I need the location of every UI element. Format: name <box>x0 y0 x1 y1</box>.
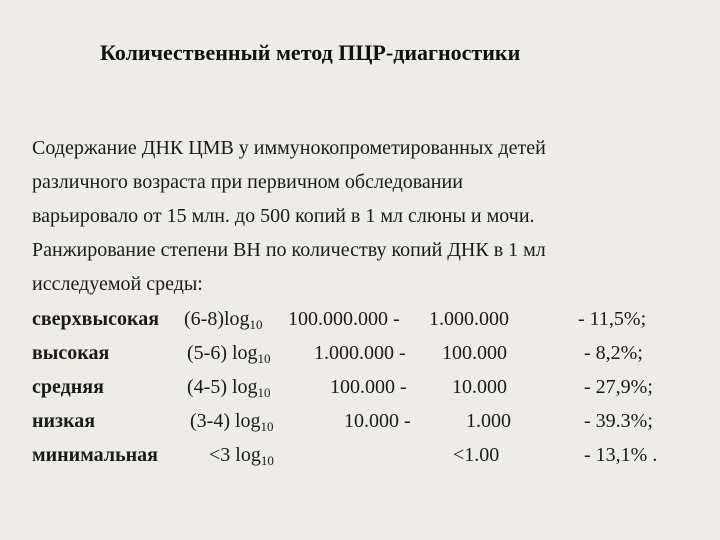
percent-value: - 11,5%; <box>578 308 647 330</box>
log-subscript: 10 <box>260 453 274 468</box>
level-row-high <box>32 336 712 370</box>
log-text: log <box>231 376 258 398</box>
log-range <box>209 438 274 472</box>
range-text: <3 <box>209 444 236 466</box>
copies-to: 10.000 <box>452 376 507 398</box>
paragraph-line: различного возраста при первичном обследовании <box>32 171 463 193</box>
log-range <box>184 302 263 336</box>
percent-value: - 39.3%; <box>584 410 653 432</box>
log-range <box>187 370 271 404</box>
log-subscript: 10 <box>257 385 271 400</box>
paragraph-line: Содержание ДНК ЦМВ у иммунокопрометированных детей <box>32 137 546 159</box>
copies-to: 100.000 <box>442 342 507 364</box>
range-text: (3-4) <box>190 410 235 432</box>
level-name: сверхвысокая <box>32 308 160 330</box>
log-text: log <box>235 444 261 466</box>
copies-to: 1.000.000 <box>429 308 509 330</box>
log-range <box>190 404 274 438</box>
level-row-low <box>32 404 712 438</box>
log-subscript: 10 <box>260 419 274 434</box>
level-name: высокая <box>32 342 110 364</box>
log-subscript: 10 <box>249 317 263 332</box>
level-row-superhigh <box>32 302 712 336</box>
paragraph-line: исследуемой среды: <box>32 273 203 295</box>
level-name: средняя <box>32 376 104 398</box>
log-text: log <box>231 342 258 364</box>
paragraph-line: варьировало от 15 млн. до 500 копий в 1 мл слюны и мочи. <box>32 205 535 227</box>
log-text: log <box>223 308 250 330</box>
percent-value: - 13,1% . <box>584 444 658 466</box>
paragraph-line: Ранжирование степени ВН по количеству копий ДНК в 1 мл <box>32 239 546 261</box>
copies-to: <1.00 <box>453 444 500 466</box>
level-row-minimal <box>32 438 712 472</box>
level-row-medium <box>32 370 712 404</box>
log-range <box>187 336 271 370</box>
range-text: (6-8) <box>184 308 224 330</box>
slide-title: Количественный метод ПЦР-диагностики <box>100 40 521 65</box>
level-name: минимальная <box>32 444 158 466</box>
log-text: log <box>234 410 261 432</box>
log-subscript: 10 <box>257 351 271 366</box>
copies-to: 1.000 <box>466 410 511 432</box>
copies-from: 100.000.000 - <box>288 308 400 330</box>
description-paragraph <box>32 131 702 301</box>
range-text: (5-6) <box>187 342 232 364</box>
copies-from: 10.000 - <box>344 410 411 432</box>
copies-from: 100.000 - <box>330 376 407 398</box>
level-name: низкая <box>32 410 96 432</box>
percent-value: - 8,2%; <box>584 342 643 364</box>
percent-value: - 27,9%; <box>584 376 653 398</box>
range-text: (4-5) <box>187 376 232 398</box>
copies-from: 1.000.000 - <box>314 342 406 364</box>
